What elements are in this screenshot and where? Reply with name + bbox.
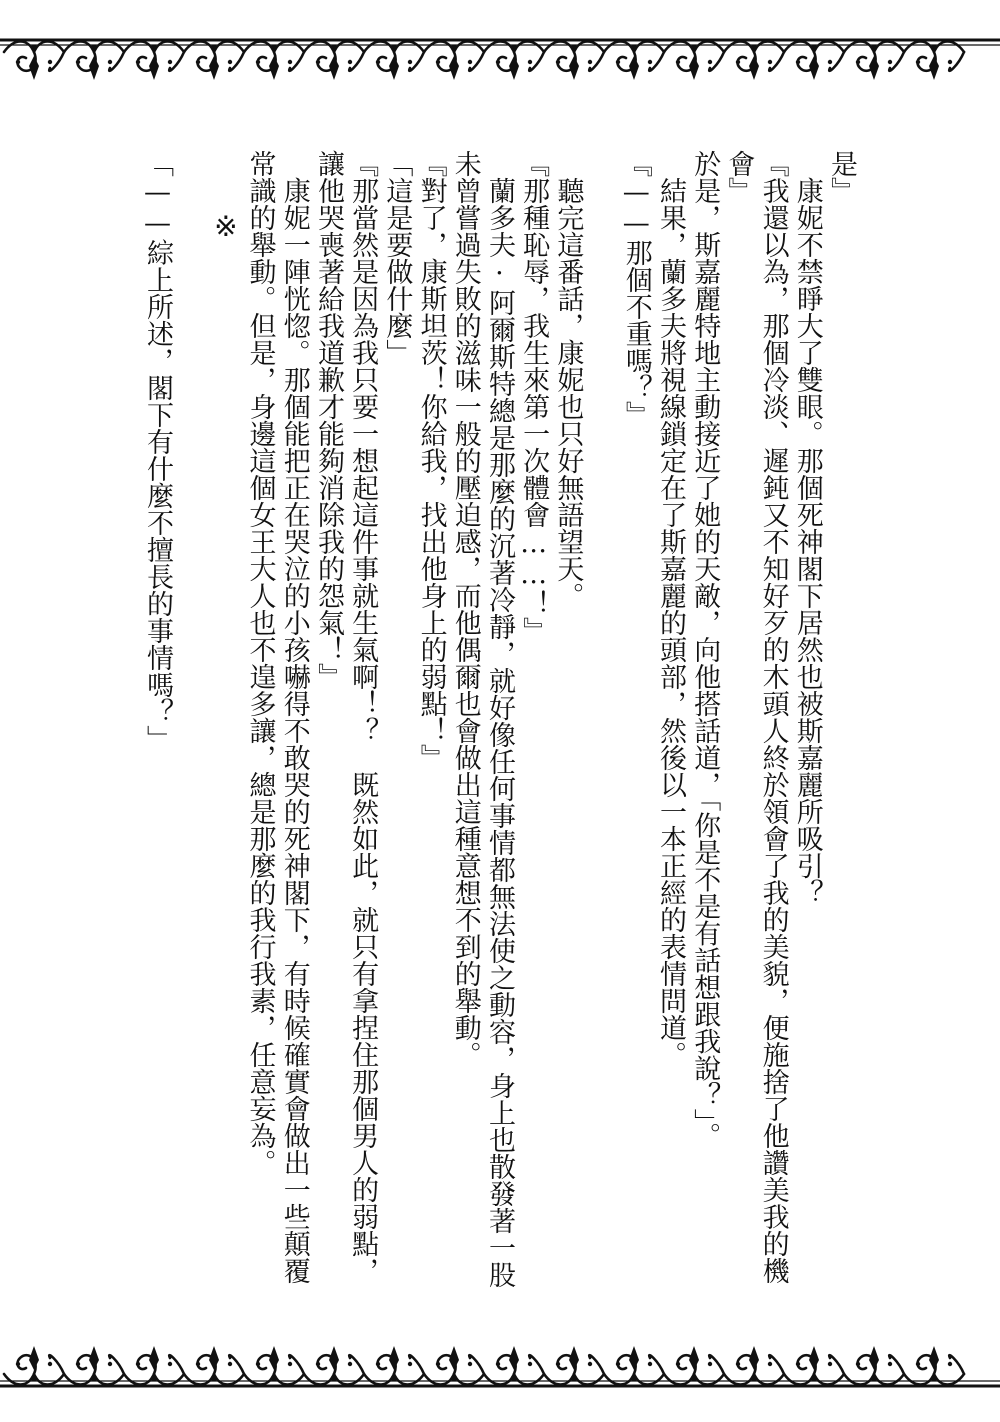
paragraph: 是』 bbox=[826, 150, 857, 204]
paragraph: 康妮一陣恍惚。那個能把正在哭泣的小孩嚇得不敢哭的死神閣下，有時候確實會做出一些顛覆常識的舉動。但是，身邊這個女王大人也不遑多讓，總是那麼的我行我素，任意妄為。 bbox=[244, 150, 310, 1284]
bottom-ornament-border bbox=[0, 1318, 1000, 1408]
paragraph: 蘭多夫·阿爾斯特總是那麼的沉著冷靜，就好像任何事情都無法使之動容，身上也散發著一股未曾嘗過失敗的滋味一般的壓迫感，而他偶爾也會做出這種意想不到的舉動。 bbox=[449, 150, 515, 1288]
top-ornament-border bbox=[0, 18, 1000, 108]
paragraph: 聽完這番話，康妮也只好無語望天。 bbox=[552, 177, 584, 609]
paragraph: 康妮不禁睜大了雙眼。那個死神閣下居然也被斯嘉麗所吸引？ bbox=[791, 177, 823, 906]
blank-line bbox=[174, 150, 208, 1300]
dialogue-line: 『對了，康斯坦茨！你給我，找出他身上的弱點！』 bbox=[415, 150, 447, 771]
dialogue-line: 「——綜上所述，閣下有什麼不擅長的事情嗎？」 bbox=[141, 150, 173, 752]
dialogue-line: 「這是要做什麼」 bbox=[381, 150, 413, 366]
dialogue-line: 『那當然是因為我只要一想起這件事就生氣啊！？ 既然如此，就只有拿捏住那個男人的弱點，讓他哭喪著給我道歉才能夠消除我的怨氣！』 bbox=[312, 150, 379, 1284]
paragraph: 於是，斯嘉麗特地主動接近了她的天敵，向他搭話道，「你是不是有話想跟我說？」。 bbox=[689, 150, 721, 1149]
dialogue-line: 『——那個不重嗎？』 bbox=[620, 150, 652, 428]
blank-line bbox=[584, 150, 618, 1300]
dialogue-line: 『那種恥辱，我生來第一次體會……！』 bbox=[518, 150, 550, 644]
dialogue-line: 『我還以為，那個冷淡、遲鈍又不知好歹的木頭人終於領會了我的美貌，便施捨了他讚美我的機會』 bbox=[723, 150, 789, 1284]
vertical-text-body bbox=[138, 150, 858, 1300]
section-separator: ※ bbox=[209, 210, 243, 243]
paragraph: 結果，蘭多夫將視線鎖定在了斯嘉麗的頭部，然後以一本正經的表情問道。 bbox=[654, 177, 686, 1068]
